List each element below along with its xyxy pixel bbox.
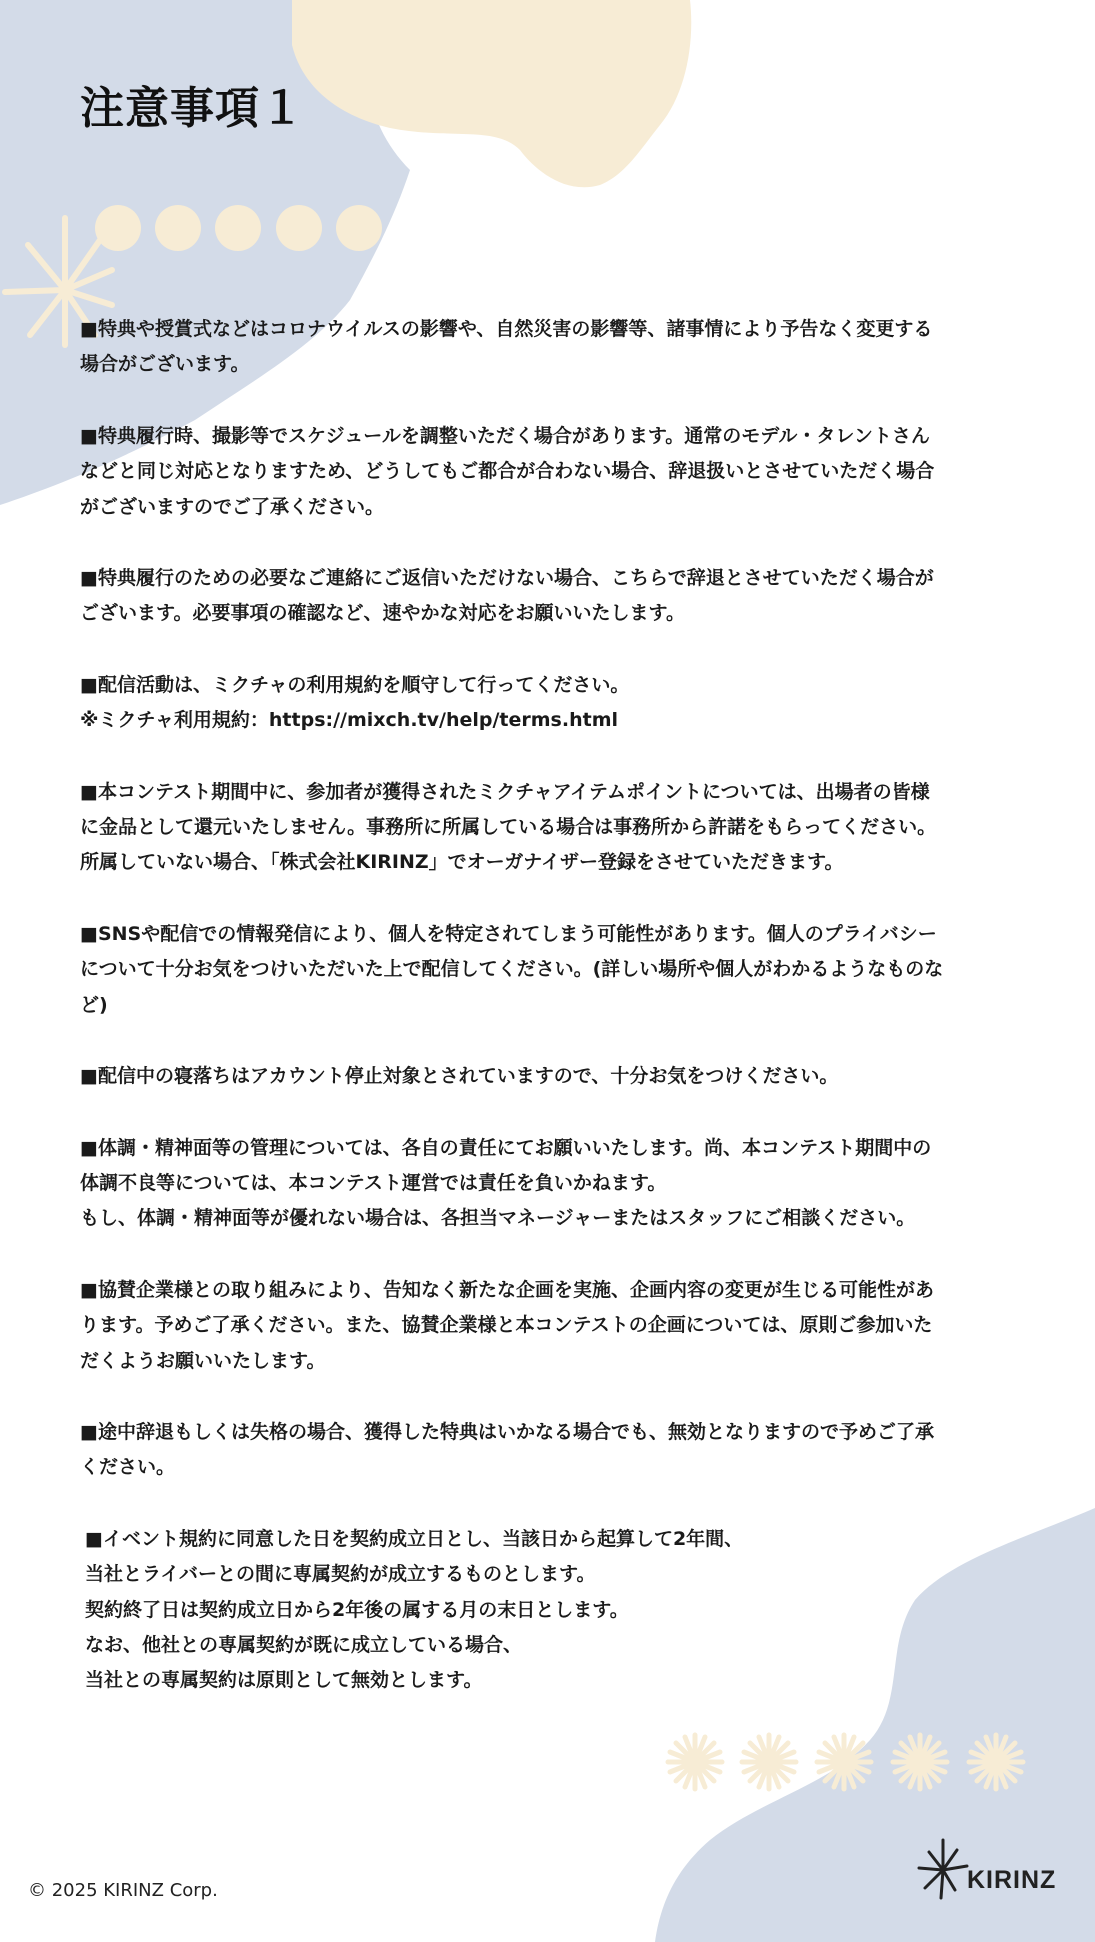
logo-wordmark: KIRINZ (967, 1866, 1057, 1894)
notice-line: ■イベント規約に同意した日を契約成立日とし、当該日から起算して2年間、 (85, 1527, 744, 1550)
kirinz-logo (915, 1836, 1065, 1906)
notice-line: もし、体調・精神面等が優れない場合は、各担当マネージャーまたはスタッフにご相談ください。 (80, 1207, 916, 1230)
notice-line: だくようお願いいたします。 (80, 1349, 326, 1372)
notice-paragraph (80, 1131, 1000, 1237)
notice-line: ください。 (80, 1456, 176, 1479)
notice-paragraph (80, 312, 1000, 383)
notice-line: 当社とライバーとの間に専属契約が成立するものとします。 (85, 1563, 596, 1586)
notice-line: ■特典や授賞式などはコロナウイルスの影響や、自然災害の影響等、諸事情により予告なく変更する (80, 318, 933, 340)
notice-line: ※ミクチャ利用規約：https://mixch.tv/help/terms.html (80, 709, 619, 732)
notice-line: がございますのでご了承ください。 (80, 495, 385, 518)
notice-line: などと同じ対応となりますため、どうしてもご都合が合わない場合、辞退扱いとさせていただく場合 (80, 460, 935, 483)
notice-line: ■本コンテスト期間中に、参加者が獲得されたミクチャアイテムポイントについては、出場者の皆様 (80, 780, 930, 803)
notice-line: ■協賛企業様との取り組みにより、告知なく新たな企画を実施、企画内容の変更が生じる可能性があ (80, 1278, 934, 1301)
notice-line: なお、他社との専属契約が既に成立している場合、 (85, 1633, 523, 1656)
notice-paragraph (80, 917, 1000, 1023)
notice-paragraph (80, 419, 1000, 525)
notice-line: に金品として還元いたしません。事務所に所属している場合は事務所から許諾をもらってください。 (80, 816, 937, 839)
notice-line: ■配信中の寝落ちはアカウント停止対象とされていますので、十分お気をつけください。 (80, 1065, 839, 1088)
notice-line: ■途中辞退もしくは失格の場合、獲得した特典はいかなる場合でも、無効となりますので予めご了承 (80, 1420, 934, 1443)
notice-line: ございます。必要事項の確認など、速やかな対応をお願いいたします。 (80, 602, 685, 625)
notice-paragraph (80, 561, 1000, 632)
starburst-icon (915, 1836, 975, 1906)
notice-paragraph (80, 668, 1000, 739)
notice-list (80, 312, 1000, 1735)
notice-line: 当社との専属契約は原則として無効とします。 (85, 1669, 483, 1692)
page-title: 注意事項１ (80, 83, 305, 134)
notice-line: ■特典履行のための必要なご連絡にご返信いただけない場合、こちらで辞退とさせていただく場合が (80, 567, 934, 590)
notice-line: ります。予めご了承ください。また、協賛企業様と本コンテストの企画については、原則ご参加いた (80, 1314, 933, 1337)
notice-paragraph (80, 1059, 1000, 1094)
notice-paragraph (80, 1273, 1000, 1379)
copyright-text: © 2025 KIRINZ Corp. (28, 1880, 218, 1901)
notice-line: 場合がございます。 (80, 353, 250, 376)
notice-paragraph (85, 1522, 1000, 1699)
notice-paragraph (80, 1415, 1000, 1486)
notice-line: 所属していない場合、「株式会社KIRINZ」でオーガナイザー登録をさせていただきます。 (80, 851, 844, 874)
notice-line: ■特典履行時、撮影等でスケジュールを調整いただく場合があります。通常のモデル・タレントさん (80, 424, 930, 447)
notice-paragraph (80, 775, 1000, 881)
notice-line: ■配信活動は、ミクチャの利用規約を順守して行ってください。 (80, 673, 630, 696)
notice-line: ど) (80, 993, 108, 1016)
notice-line: ■体調・精神面等の管理については、各自の責任にてお願いいたします。尚、本コンテスト期間中の (80, 1136, 932, 1159)
notice-line: 体調不良等については、本コンテスト運営では責任を負いかねます。 (80, 1171, 667, 1194)
notice-line: 契約終了日は契約成立日から2年後の属する月の末日とします。 (85, 1598, 629, 1621)
notice-line: ■SNSや配信での情報発信により、個人を特定されてしまう可能性があります。個人のプライバシー (80, 922, 937, 945)
notice-line: について十分お気をつけいただいた上で配信してください。(詳しい場所や個人がわかるようなものな (80, 958, 944, 981)
